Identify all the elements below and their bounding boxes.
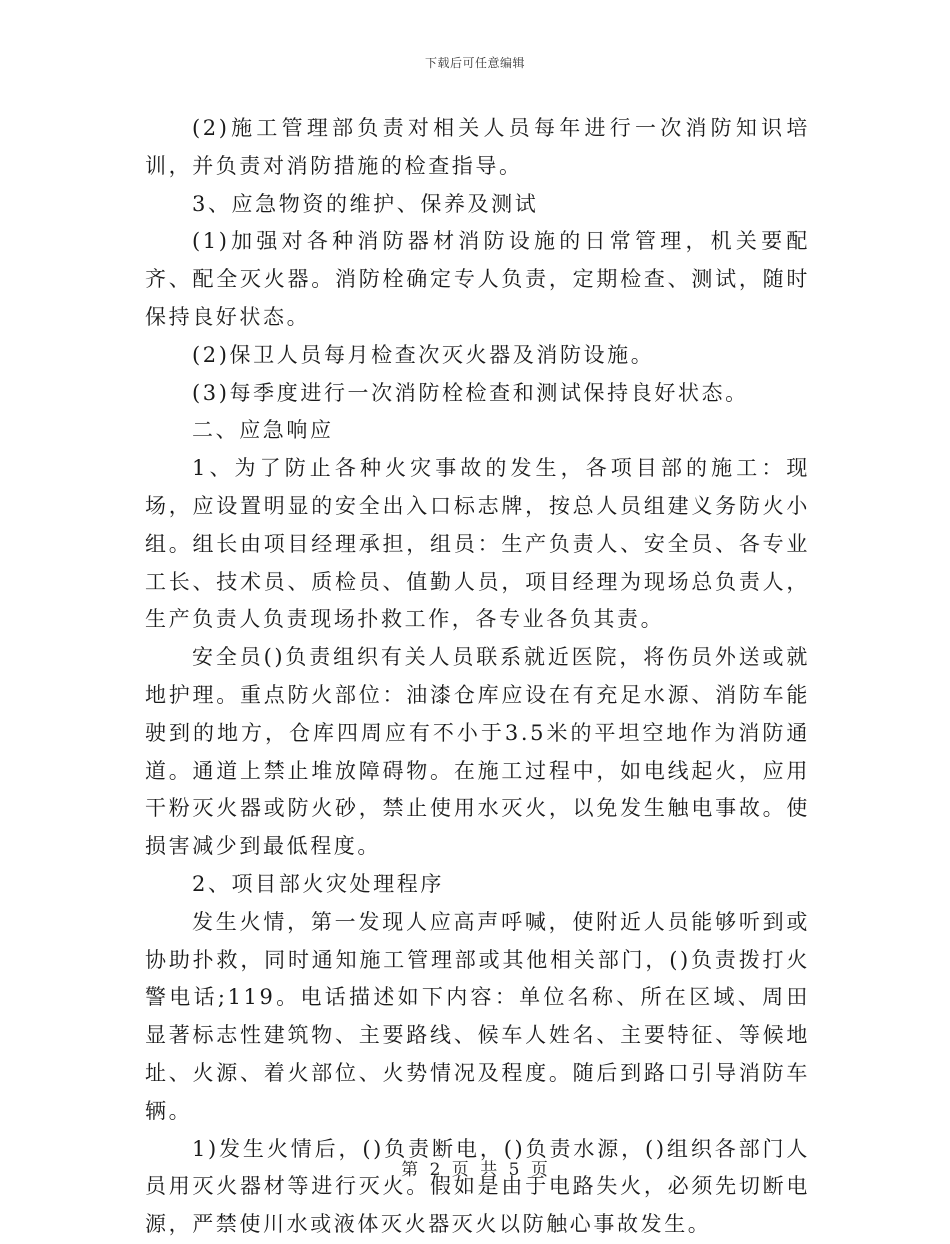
paragraph: 安全员()负责组织有关人员联系就近医院，将伤员外送或就地护理。重点防火部位：油漆仓库应设在有充足水源、消防车能驶到的地方，仓库四周应有不小于3.5米的平坦空地作为消防通道。通道上禁止堆放障碍物。在施工过程中，如电线起火，应用干粉灭火器或防火砂，禁止使用水灭火，以免发生触电事故。使损害减少到最低程度。 xyxy=(145,645,810,859)
section-heading: 二、应急响应 xyxy=(192,418,334,443)
paragraph: (1)加强对各种消防器材消防设施的日常管理，机关要配齐、配全灭火器。消防栓确定专人负责，定期检查、测试，随时保持良好状态。 xyxy=(145,229,810,329)
paragraph: (2)保卫人员每月检查次灭火器及消防设施。 xyxy=(192,342,655,367)
page-header: 下载后可任意编辑 xyxy=(424,56,525,70)
paragraph: (3)每季度进行一次消防栓检查和测试保持良好状态。 xyxy=(192,380,749,405)
paragraph: 1)发生火情后，()负责断电，()负责水源，()组织各部门人员用灭火器材等进行灭火。假如是由于电路失火，必须先切断电源，严禁使川水或液体灭火器灭火以防触心事故发生。 xyxy=(145,1136,810,1237)
page-number-footer: 第 2 页 共 5 页 xyxy=(401,1160,549,1180)
paragraph: (2)施工管理部负责对相关人员每年进行一次消防知识培训，并负责对消防措施的检查指导。 xyxy=(145,116,810,178)
paragraph: 1、为了防止各种火灾事故的发生，各项目部的施工：现场，应设置明显的安全出入口标志牌，按总人员组建义务防火小组。组长由项目经理承担，组员：生产负责人、安全员、各专业工长、技术员、质检员、值勤人员，项目经理为现场总负责人，生产负责人负责现场扑救工作，各专业各负其责。 xyxy=(145,456,810,632)
section-heading: 2、项目部火灾处理程序 xyxy=(192,871,444,896)
paragraph: 发生火情，第一发现人应高声呼喊，使附近人员能够听到或协助扑救，同时通知施工管理部或其他相关部门，()负责拨打火警电话;119。电话描述如下内容：单位名称、所在区域、周田显著标志性建筑物、主要路线、候车人姓名、主要特征、等候地址、火源、着火部位、火势情况及程度。随后到路口引导消防车辆。 xyxy=(145,909,810,1123)
section-heading: 3、应急物资的维护、保养及测试 xyxy=(192,191,539,216)
document-body xyxy=(145,110,810,1244)
